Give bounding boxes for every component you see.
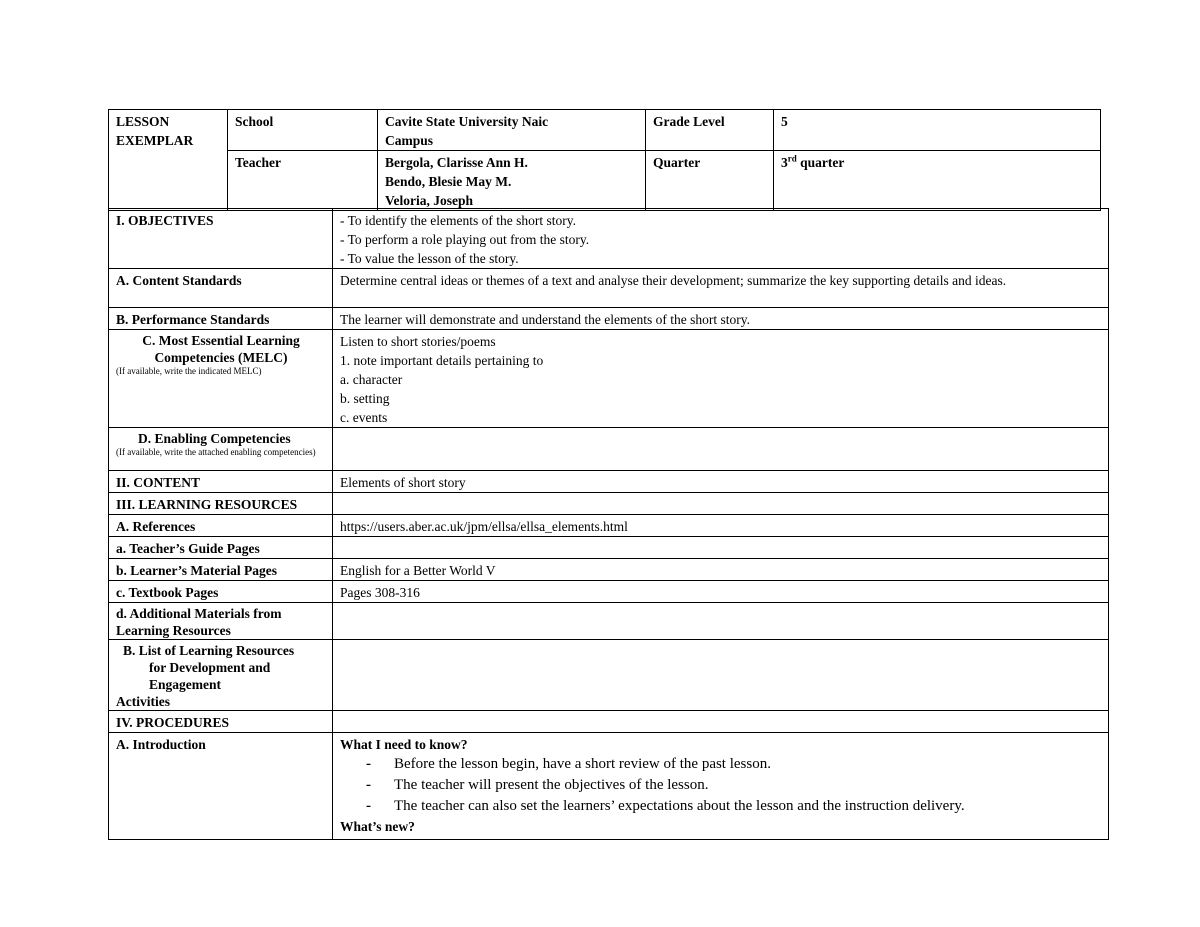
grade-level-value: 5: [774, 110, 1101, 151]
teachers-guide-value: [333, 537, 1109, 559]
learning-resources-value: [333, 493, 1109, 515]
introduction-label: A. Introduction: [109, 733, 333, 840]
introduction-value: [333, 733, 1109, 840]
procedures-label: IV. PROCEDURES: [109, 711, 333, 733]
teachers-guide-label: a. Teacher’s Guide Pages: [109, 537, 333, 559]
content-standards-label: A. Content Standards: [109, 269, 333, 308]
objectives-label: I. OBJECTIVES: [109, 209, 333, 269]
grade-level-label: Grade Level: [646, 110, 774, 151]
references-value: https://users.aber.ac.uk/jpm/ellsa/ellsa_elements.html: [333, 515, 1109, 537]
melc-label: C. Most Essential Learning Competencies (MELC) (If available, write the indicated MELC): [109, 330, 333, 428]
list-of-resources-label: B. List of Learning Resources for Development and Engagement Activities: [109, 640, 333, 711]
school-value: Cavite State University Naic Campus: [378, 110, 646, 151]
references-label: A. References: [109, 515, 333, 537]
content-value: Elements of short story: [333, 471, 1109, 493]
lesson-exemplar-title: LESSON EXEMPLAR: [109, 110, 228, 211]
teacher-label: Teacher: [228, 151, 378, 211]
performance-standards-label: B. Performance Standards: [109, 308, 333, 330]
performance-standards-value: The learner will demonstrate and understand the elements of the short story.: [333, 308, 1109, 330]
melc-value: Listen to short stories/poems 1. note important details pertaining to a. character b. setting c. events: [333, 330, 1109, 428]
quarter-label: Quarter: [646, 151, 774, 211]
objectives-value: - To identify the elements of the short story. - To perform a role playing out from the story. - To value the lesson of the story.: [333, 209, 1109, 269]
intro-bullet: - Before the lesson begin, have a short review of the past lesson.: [366, 756, 771, 772]
additional-materials-label: d. Additional Materials from Learning Resources: [109, 603, 333, 640]
quarter-value: 3rd quarter: [774, 151, 1101, 211]
textbook-pages-label: c. Textbook Pages: [109, 581, 333, 603]
intro-bullet: - The teacher will present the objectives of the lesson.: [366, 777, 709, 793]
intro-bullet: - The teacher can also set the learners’ expectations about the lesson and the instruction delivery.: [366, 798, 965, 814]
lesson-header-table: [108, 109, 1101, 211]
list-of-resources-value: [333, 640, 1109, 711]
whats-new-heading: What’s new?: [340, 819, 415, 834]
teacher-value: Bergola, Clarisse Ann H. Bendo, Blesie May M. Veloria, Joseph: [378, 151, 646, 211]
textbook-pages-value: Pages 308-316: [333, 581, 1109, 603]
what-i-need-to-know-heading: What I need to know?: [340, 737, 468, 752]
learners-material-label: b. Learner’s Material Pages: [109, 559, 333, 581]
school-label: School: [228, 110, 378, 151]
enabling-competencies-label: D. Enabling Competencies (If available, write the attached enabling competencies): [109, 428, 333, 471]
additional-materials-value: [333, 603, 1109, 640]
enabling-competencies-value: [333, 428, 1109, 471]
content-standards-value: Determine central ideas or themes of a text and analyse their development; summarize the key supporting details and ideas.: [333, 269, 1109, 308]
content-label: II. CONTENT: [109, 471, 333, 493]
learning-resources-label: III. LEARNING RESOURCES: [109, 493, 333, 515]
lesson-body-table: [108, 208, 1109, 840]
learners-material-value: English for a Better World V: [333, 559, 1109, 581]
procedures-value: [333, 711, 1109, 733]
